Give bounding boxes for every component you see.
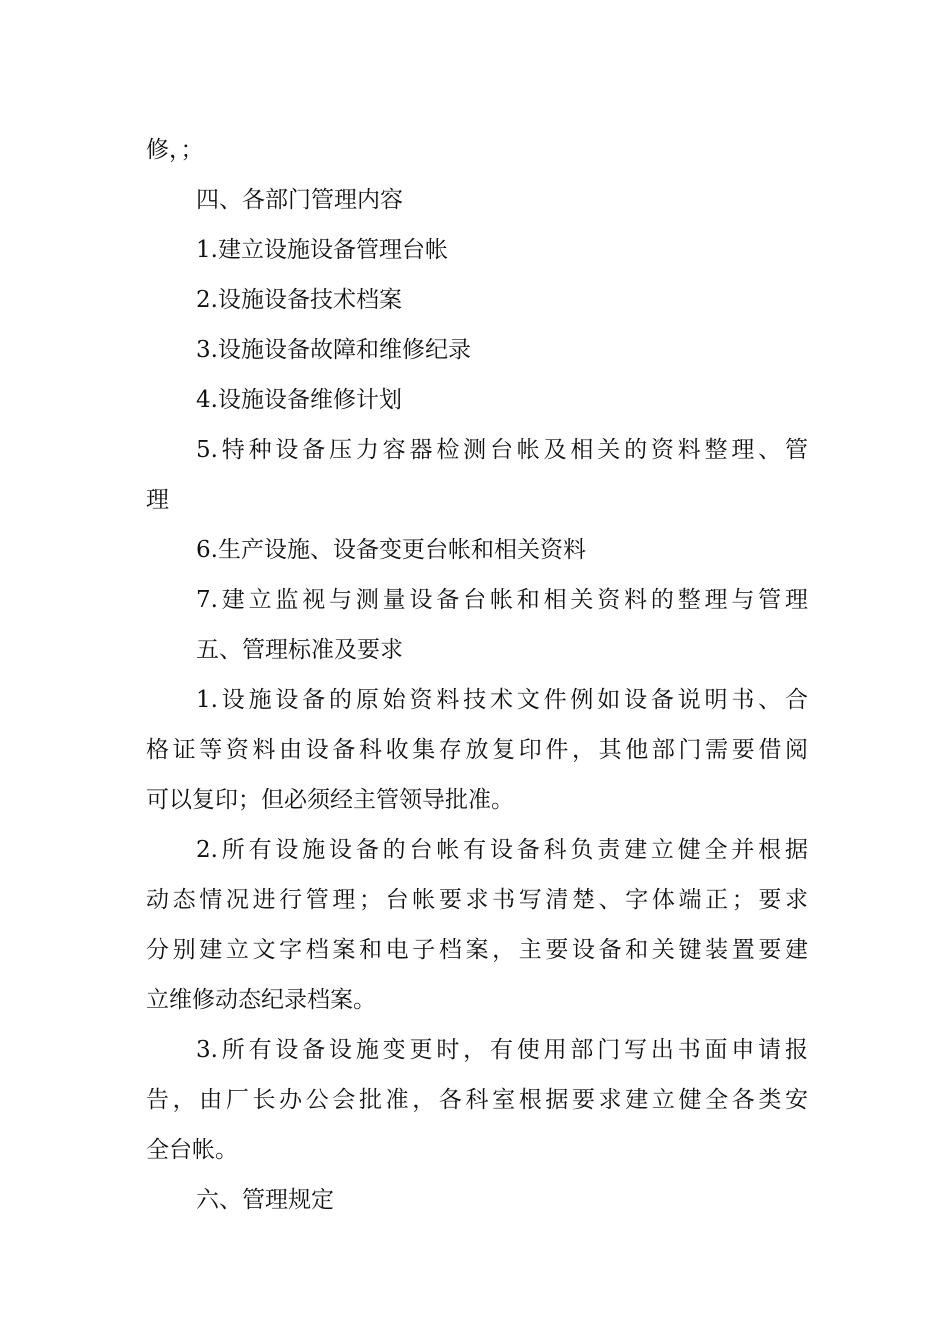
section-heading: 六、管理规定 [196,1187,334,1213]
paragraph-line: 可以复印；但必须经主管领导批准。 [146,787,514,813]
list-item: 3.设施设备故障和维修纪录 [196,337,471,363]
paragraph-line: 2.所有设施设备的台帐有设备科负责建立健全并根据 [196,837,808,863]
paragraph-line: 立维修动态纪录档案。 [146,987,376,1013]
text-line: 修，； [146,137,204,163]
list-item: 7.建立监视与测量设备台帐和相关资料的整理与管理 [196,587,808,613]
list-item: 5.特种设备压力容器检测台帐及相关的资料整理、管 [196,437,808,463]
paragraph-line: 1.设施设备的原始资料技术文件例如设备说明书、合 [196,687,808,713]
paragraph-line: 告，由厂长办公会批准，各科室根据要求建立健全各类安 [146,1087,808,1113]
list-item: 6.生产设施、设备变更台帐和相关资料 [196,537,586,563]
list-item: 2.设施设备技术档案 [196,287,402,313]
section-heading: 四、各部门管理内容 [196,187,403,213]
paragraph-line: 全台帐。 [146,1137,238,1163]
paragraph-line: 格证等资料由设备科收集存放复印件，其他部门需要借阅 [146,737,808,763]
paragraph-line: 3.所有设备设施变更时，有使用部门写出书面申请报 [196,1037,808,1063]
list-item: 4.设施设备维修计划 [196,387,402,413]
paragraph-line: 动态情况进行管理；台帐要求书写清楚、字体端正；要求 [146,887,808,913]
text-line: 理 [146,487,169,513]
section-heading: 五、管理标准及要求 [196,637,403,663]
paragraph-line: 分别建立文字档案和电子档案，主要设备和关键装置要建 [146,937,808,963]
list-item: 1.建立设施设备管理台帐 [196,237,448,263]
